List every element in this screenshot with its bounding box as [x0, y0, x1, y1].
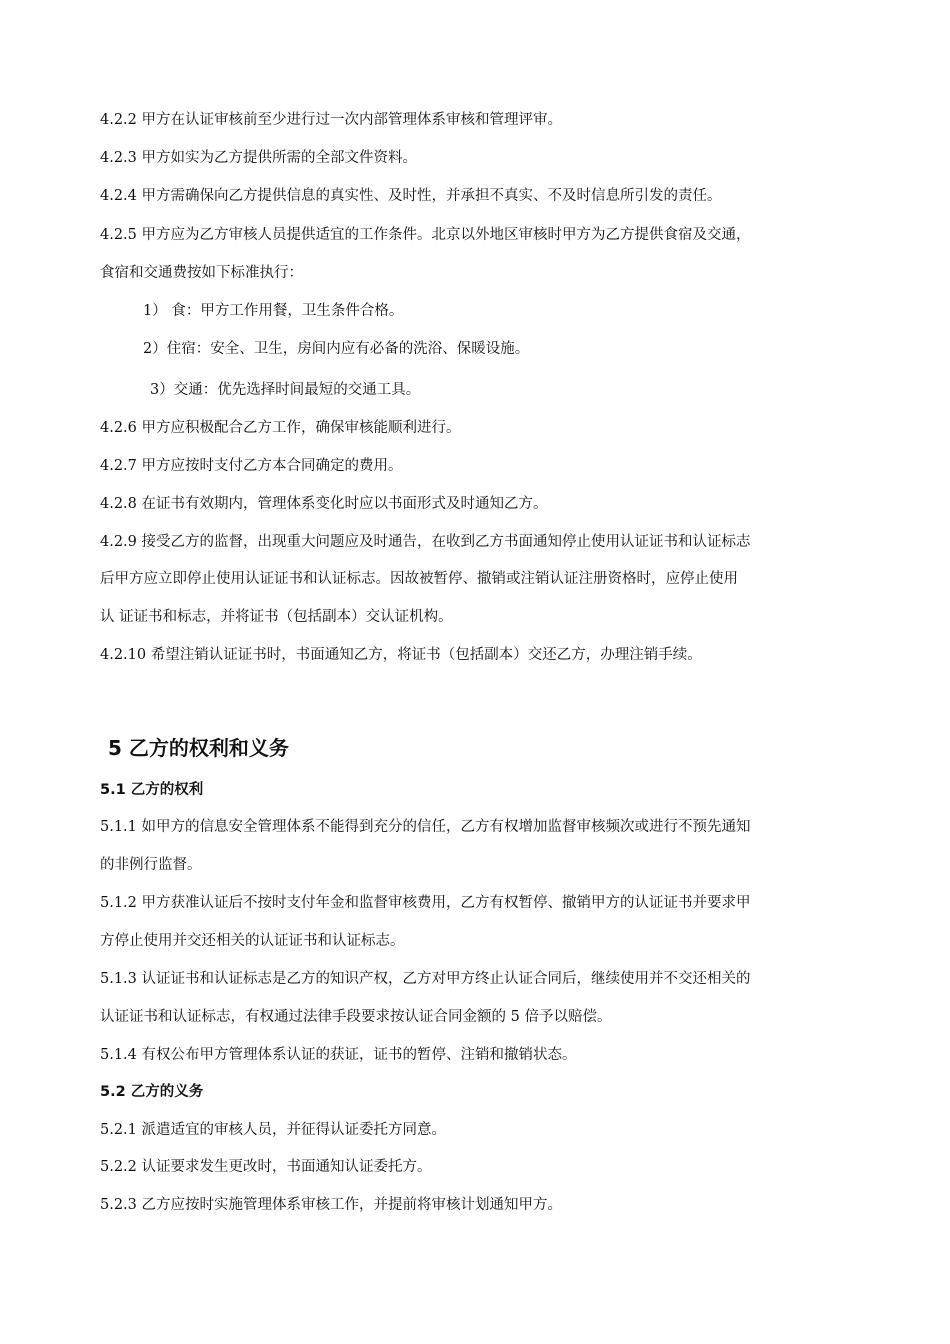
list-item-transport: 3）交通：优先选择时间最短的交通工具。: [150, 382, 421, 398]
paragraph-5-2-3: 5.2.3 乙方应按时实施管理体系审核工作，并提前将审核计划通知甲方。: [100, 1197, 563, 1213]
paragraph-4-2-5-line2: 食宿和交通费按如下标准执行：: [100, 265, 303, 281]
section-5-heading: 5 乙方的权利和义务: [108, 736, 289, 760]
paragraph-5-1-1-line2: 的非例行监督。: [100, 857, 202, 873]
subheading-5-2: 5.2 乙方的义务: [100, 1084, 204, 1100]
paragraph-4-2-6: 4.2.6 甲方应积极配合乙方工作，确保审核能顺利进行。: [100, 420, 461, 436]
paragraph-4-2-10: 4.2.10 希望注销认证证书时，书面通知乙方，将证书（包括副本）交还乙方，办理注销手续。: [100, 647, 702, 663]
paragraph-5-1-1-line1: 5.1.1 如甲方的信息安全管理体系不能得到充分的信任，乙方有权增加监督审核频次或进行不预先通知: [100, 819, 751, 835]
paragraph-5-1-2-line2: 方停止使用并交还相关的认证证书和认证标志。: [100, 933, 405, 949]
paragraph-4-2-9-line3: 认 证证书和标志，并将证书（包括副本）交认证机构。: [100, 609, 453, 625]
paragraph-4-2-9-line2: 后甲方应立即停止使用认证证书和认证标志。因故被暂停、撤销或注销认证注册资格时，应停止使用: [100, 571, 738, 587]
paragraph-5-1-3-line2: 认证证书和认证标志，有权通过法律手段要求按认证合同金额的 5 倍予以赔偿。: [100, 1009, 612, 1025]
paragraph-5-1-2-line1: 5.1.2 甲方获准认证后不按时支付年金和监督审核费用，乙方有权暂停、撤销甲方的认证证书并要求甲: [100, 895, 751, 911]
paragraph-5-1-4: 5.1.4 有权公布甲方管理体系认证的获证，证书的暂停、注销和撤销状态。: [100, 1047, 577, 1063]
list-item-lodging: 2）住宿：安全、卫生，房间内应有必备的洗浴、保暖设施。: [143, 341, 530, 357]
paragraph-5-1-3-line1: 5.1.3 认证证书和认证标志是乙方的知识产权，乙方对甲方终止认证合同后，继续使用并不交还相关的: [100, 971, 751, 987]
paragraph-4-2-3: 4.2.3 甲方如实为乙方提供所需的全部文件资料。: [100, 150, 418, 166]
paragraph-4-2-9-line1: 4.2.9 接受乙方的监督，出现重大问题应及时通告，在收到乙方书面通知停止使用认证证书和认证标志: [100, 534, 751, 550]
paragraph-5-2-1: 5.2.1 派遣适宜的审核人员，并征得认证委托方同意。: [100, 1122, 447, 1138]
paragraph-4-2-7: 4.2.7 甲方应按时支付乙方本合同确定的费用。: [100, 458, 403, 474]
subheading-5-1: 5.1 乙方的权利: [100, 782, 204, 798]
paragraph-4-2-5-line1: 4.2.5 甲方应为乙方审核人员提供适宜的工作条件。北京以外地区审核时甲方为乙方提供食宿及交通，: [100, 227, 751, 243]
paragraph-4-2-8: 4.2.8 在证书有效期内，管理体系变化时应以书面形式及时通知乙方。: [100, 496, 548, 512]
paragraph-4-2-2: 4.2.2 甲方在认证审核前至少进行过一次内部管理体系审核和管理评审。: [100, 112, 563, 128]
paragraph-5-2-2: 5.2.2 认证要求发生更改时，书面通知认证委托方。: [100, 1159, 432, 1175]
paragraph-4-2-4: 4.2.4 甲方需确保向乙方提供信息的真实性、及时性，并承担不真实、不及时信息所引发的责任。: [100, 188, 722, 204]
list-item-food: 1） 食：甲方工作用餐，卫生条件合格。: [143, 303, 404, 319]
